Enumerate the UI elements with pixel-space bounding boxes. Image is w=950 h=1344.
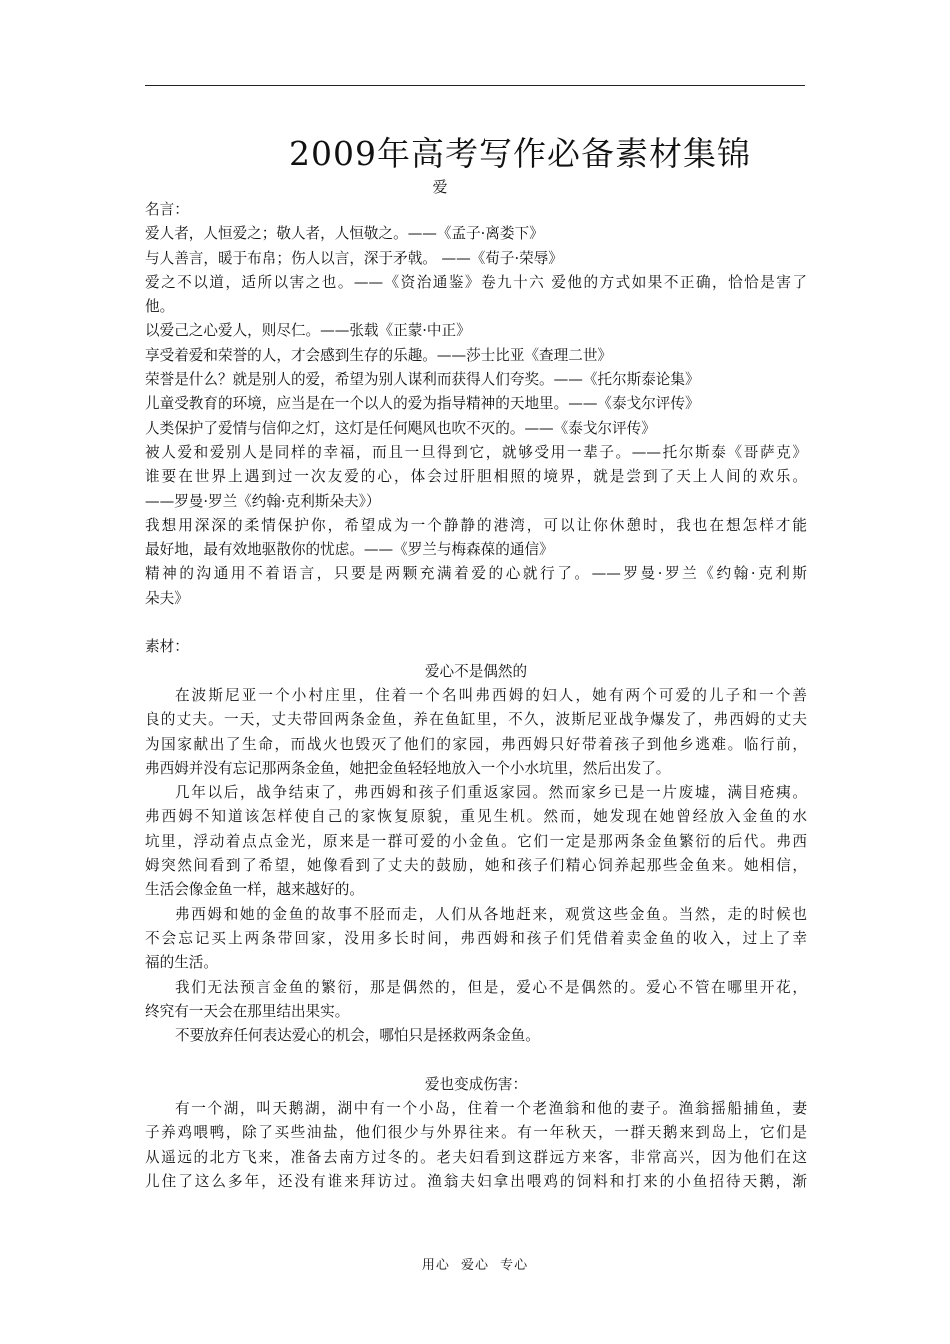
- story-line: 几年以后，战争结束了，弗西姆和孩子们重返家园。然而家乡已是一片废墟，满目疮痍。: [175, 784, 807, 802]
- story-line: 良的丈夫。一天，丈夫带回两条金鱼，养在鱼缸里，不久，波斯尼亚战争爆发了，弗西姆的丈夫: [145, 711, 807, 729]
- quote-line: 荣誉是什么？就是别人的爱，希望为别人谋利而获得人们夸奖。——《托尔斯泰论集》: [145, 371, 700, 389]
- story-line: 姆突然间看到了希望，她像看到了丈夫的鼓励，她和孩子们精心饲养起那些金鱼来。她相信，: [145, 857, 807, 875]
- page-title: 2009年高考写作必备素材集锦: [289, 134, 751, 173]
- section-title: 爱: [432, 178, 448, 196]
- blank-line: [145, 611, 807, 635]
- quote-line: 我想用深深的柔情保护你，希望成为一个静静的港湾，可以让你休憩时，我也在想怎样才能: [145, 516, 807, 534]
- story-line: 有一个湖，叫天鹅湖，湖中有一个小岛，住着一个老渔翁和他的妻子。渔翁摇船捕鱼，妻: [175, 1099, 807, 1117]
- story-line: 从遥远的北方飞来，准备去南方过冬的。老夫妇看到这群远方来客，非常高兴，因为他们在这: [145, 1148, 807, 1166]
- story-heading: 爱也变成伤害：: [424, 1075, 528, 1093]
- story-line: 在波斯尼亚一个小村庄里，住着一个名叫弗西姆的妇人，她有两个可爱的儿子和一个善: [175, 686, 807, 704]
- quote-line: 享受着爱和荣誉的人，才会感到生存的乐趣。——莎士比亚《查理二世》: [145, 346, 613, 364]
- story-heading: 爱心不是偶然的: [424, 662, 528, 680]
- blank-line: [145, 1048, 807, 1072]
- story-line: 儿住了这么多年，还没有谁来拜访过。渔翁夫妇拿出喂鸡的饲料和打来的小鱼招待天鹅，渐: [145, 1172, 807, 1190]
- quote-line: ——罗曼·罗兰《约翰·克利斯朵夫》）: [145, 492, 381, 510]
- story-line: 我们无法预言金鱼的繁衍，那是偶然的，但是，爱心不是偶然的。爱心不管在哪里开花，: [175, 978, 807, 996]
- quote-line: 人类保护了爱情与信仰之灯，这灯是任何飓风也吹不灭的。——《泰戈尔评传》: [145, 419, 656, 437]
- quotes-label: 名言：: [145, 201, 189, 218]
- story-line: 福的生活。: [145, 954, 218, 972]
- quote-line: 精神的沟通用不着语言，只要是两颗充满着爱的心就行了。——罗曼·罗兰《约翰·克利斯: [145, 565, 807, 583]
- quote-line: 爱人者，人恒爱之；敬人者，人恒敬之。——《孟子·离娄下》: [145, 225, 544, 243]
- story-line: 为国家献出了生命，而战火也毁灭了他们的家园，弗西姆只好带着孩子到他乡逃难。临行前，: [145, 735, 807, 753]
- page-footer: 用心 爱心 专心: [421, 1258, 529, 1273]
- quote-line: 与人善言，暖于布帛；伤人以言，深于矛戟。 ——《荀子·荣辱》: [145, 249, 563, 267]
- story-line: 生活会像金鱼一样，越来越好的。: [145, 881, 364, 899]
- story-line: 弗西姆和她的金鱼的故事不胫而走，人们从各地赶来，观赏这些金鱼。当然，走的时候也: [175, 905, 807, 923]
- quote-line: 被人爱和爱别人是同样的幸福，而且一旦得到它，就够受用一辈子。——托尔斯泰《哥萨克》: [145, 443, 807, 461]
- quote-line: 朵夫》: [145, 589, 189, 607]
- quote-line: 儿童受教育的环境，应当是在一个以人的爱为指导精神的天地里。——《泰戈尔评传》: [145, 395, 700, 413]
- story-line: 弗西姆不知道该怎样使自己的家恢复原貌，重见生机。然而，她发现在她曾经放入金鱼的水: [145, 808, 807, 826]
- header-rule: [145, 85, 805, 86]
- story-line: 坑里，浮动着点点金光，原来是一群可爱的小金鱼。它们一定是那两条金鱼繁衍的后代。弗西: [145, 832, 807, 850]
- quote-line: 谁要在世界上遇到过一次友爱的心，体会过肝胆相照的境界，就是尝到了天上人间的欢乐。: [145, 468, 807, 486]
- quote-line: 爱之不以道，适所以害之也。——《资治通鉴》卷九十六 爱他的方式如果不正确，恰恰是害了: [145, 273, 807, 291]
- story-line: 不要放弃任何表达爱心的机会，哪怕只是拯救两条金鱼。: [175, 1027, 540, 1045]
- story-line: 不会忘记买上两条带回家，没用多长时间，弗西姆和孩子们凭借着卖金鱼的收入，过上了幸: [145, 929, 807, 947]
- materials-label: 素材：: [145, 638, 189, 656]
- story-line: 弗西姆并没有忘记那两条金鱼，她把金鱼轻轻地放入一个小水坑里，然后出发了。: [145, 759, 671, 777]
- quote-line: 最好地，最有效地驱散你的忧虑。——《罗兰与梅森葆的通信》: [145, 541, 554, 559]
- story-line: 终究有一天会在那里结出果实。: [145, 1002, 350, 1020]
- document-body: [145, 198, 807, 1194]
- story-line: 子养鸡喂鸭，除了买些油盐，他们很少与外界往来。有一年秋天，一群天鹅来到岛上，它们是: [145, 1124, 807, 1142]
- quote-line: 他。: [145, 298, 175, 316]
- quote-line: 以爱己之心爱人，则尽仁。——张载《正蒙·中正》: [145, 322, 471, 340]
